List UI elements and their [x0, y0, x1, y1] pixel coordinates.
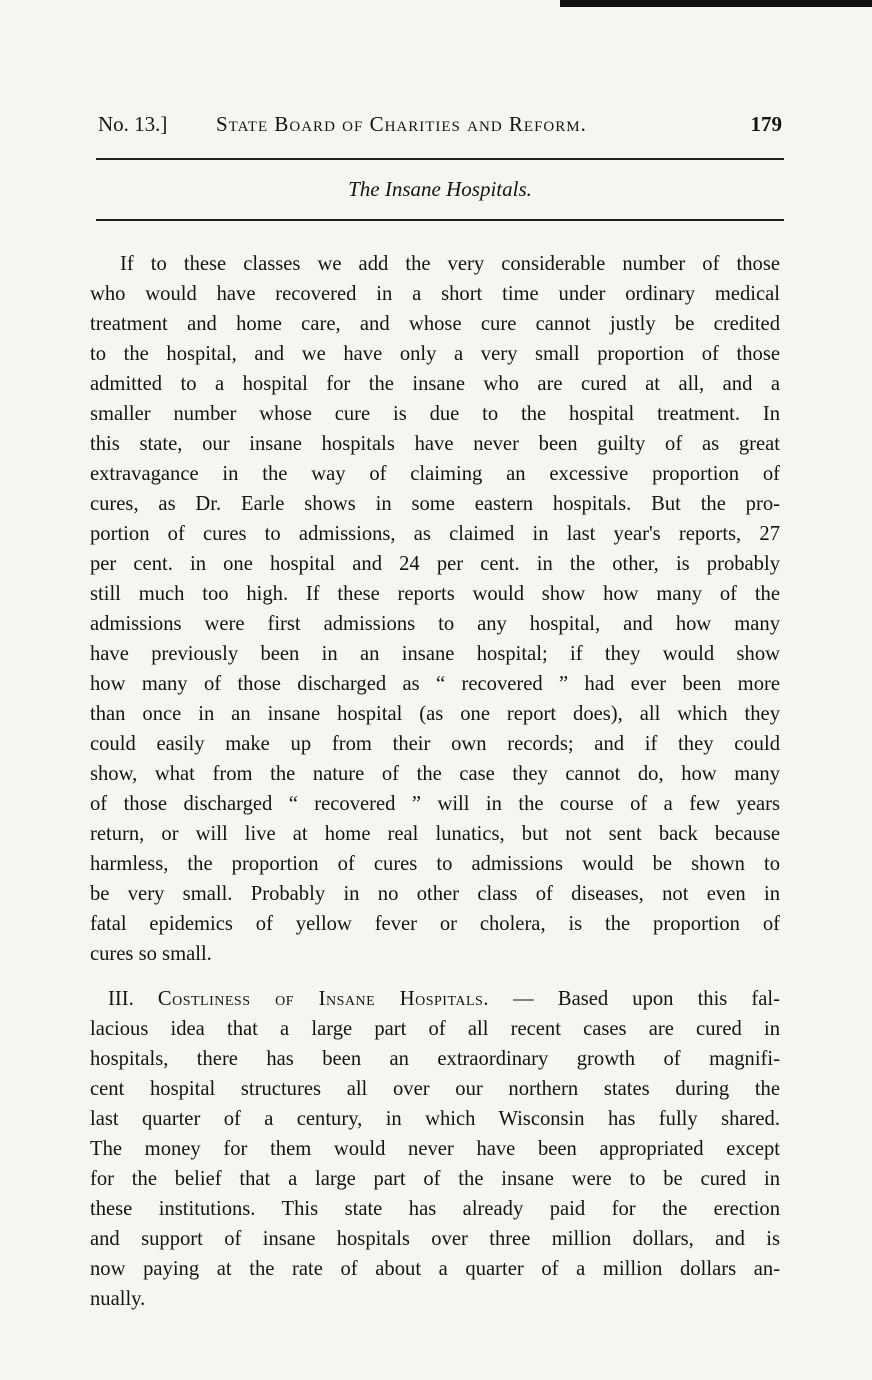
text-line: admitted to a hospital for the insane who are cured at all, and a — [90, 373, 780, 395]
running-header — [98, 108, 786, 140]
section-numeral: III. — [108, 988, 134, 1010]
text-line: these institutions. This state has already paid for the erection — [90, 1198, 780, 1220]
text-line: show, what from the nature of the case they cannot do, how many — [90, 763, 780, 785]
header-rule — [96, 158, 784, 160]
text-line: return, or will live at home real lunatics, but not sent back because — [90, 823, 780, 845]
text-line: be very small. Probably in no other class of diseases, not even in — [90, 883, 780, 905]
subheading-rule — [96, 219, 784, 221]
section-subheading: The Insane Hospitals. — [348, 177, 532, 201]
text-line: of those discharged “ recovered ” will in the course of a few years — [90, 793, 780, 815]
text-line: portion of cures to admissions, as claimed in last year's reports, 27 — [90, 523, 780, 545]
text-line: to the hospital, and we have only a very small proportion of those — [90, 343, 780, 365]
text-line: The money for them would never have been appropriated except — [90, 1138, 780, 1160]
page-edge-shadow — [560, 0, 872, 7]
document-number: No. 13.] — [98, 112, 168, 136]
text-line: who would have recovered in a short time under ordinary medical — [90, 283, 780, 305]
section-heading: Costliness of Insane Hospitals. — [157, 988, 489, 1010]
text-line: fatal epidemics of yellow fever or cholera, is the proportion of — [90, 913, 780, 935]
text-line: have previously been in an insane hospital; if they would show — [90, 643, 780, 665]
text-line: admissions were first admissions to any hospital, and how many — [90, 613, 780, 635]
text-line: could easily make up from their own records; and if they could — [90, 733, 780, 755]
text-line: than once in an insane hospital (as one report does), all which they — [90, 703, 780, 725]
paragraph-insane-cures — [90, 249, 780, 969]
text-line: If to these classes we add the very considerable number of those — [120, 253, 780, 275]
text-line: smaller number whose cure is due to the hospital treatment. In — [90, 403, 780, 425]
text-line: — Based upon this fal- — [513, 988, 781, 1010]
text-line: and support of insane hospitals over three million dollars, and is — [90, 1228, 780, 1250]
text-line: cent hospital structures all over our northern states during the — [90, 1078, 780, 1100]
paragraph-costliness — [90, 984, 780, 1314]
text-line: last quarter of a century, in which Wisconsin has fully shared. — [90, 1108, 780, 1130]
text-line: extravagance in the way of claiming an excessive proportion of — [90, 463, 780, 485]
text-line: treatment and home care, and whose cure cannot justly be credited — [90, 313, 780, 335]
text-line: nually. — [90, 1288, 146, 1310]
text-line: how many of those discharged as “ recovered ” had ever been more — [90, 673, 780, 695]
text-line: lacious idea that a large part of all recent cases are cured in — [90, 1018, 780, 1040]
text-line: for the belief that a large part of the insane were to be cured in — [90, 1168, 780, 1190]
text-line: per cent. in one hospital and 24 per cent. in the other, is probably — [90, 553, 780, 575]
text-line: cures, as Dr. Earle shows in some eastern hospitals. But the pro- — [90, 493, 780, 515]
page-number: 179 — [750, 112, 782, 136]
text-line: this state, our insane hospitals have never been guilty of as great — [90, 433, 780, 455]
text-line: cures so small. — [90, 943, 212, 965]
running-title: State Board of Charities and Reform. — [216, 112, 587, 136]
text-line: now paying at the rate of about a quarter of a million dollars an- — [90, 1258, 780, 1280]
text-line: hospitals, there has been an extraordinary growth of magnifi- — [90, 1048, 780, 1070]
text-line: harmless, the proportion of cures to admissions would be shown to — [90, 853, 780, 875]
text-line: still much too high. If these reports would show how many of the — [90, 583, 780, 605]
section-heading-line — [90, 984, 780, 1014]
